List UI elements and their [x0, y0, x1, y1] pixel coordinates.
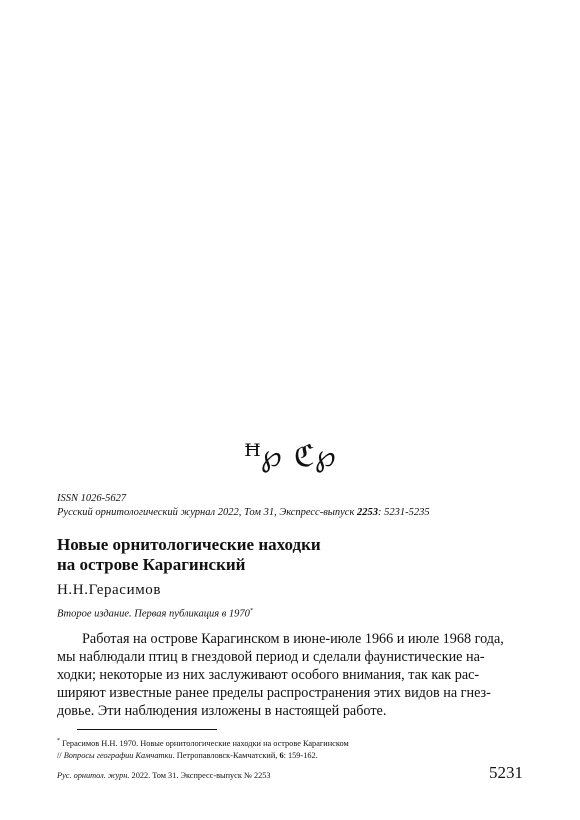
page-number: 5231 — [489, 763, 523, 782]
body-line: ходки; некоторые из них заслуживают особого внимания, так как рас- — [57, 667, 480, 683]
article-title-line: на острове Карагинский — [57, 555, 246, 574]
footnote-line — [57, 735, 527, 750]
body-line: Работая на острове Карагинском в июне-июле 1966 и июле 1968 года, — [82, 631, 504, 647]
footer-details: 2022. Том 31. Экспресс-выпуск № 2253 — [129, 771, 271, 780]
footnote-line — [57, 750, 527, 762]
article-title — [57, 535, 527, 575]
body-line: довье. Эти наблюдения изложены в настоящей работе. — [57, 703, 387, 719]
edition-footnote-mark: * — [249, 608, 253, 614]
body-line: мы наблюдали птиц в гнездовой период и сделали фаунистические на- — [57, 649, 485, 665]
article-body — [57, 630, 524, 720]
footnote-place: . Петропавловск-Камчатский, — [172, 750, 280, 760]
journal-issue: 2253 — [357, 507, 378, 518]
footnote-mark: * — [57, 738, 60, 744]
footnote — [57, 735, 527, 762]
journal-citation-suffix: : 5231-5235 — [378, 507, 430, 518]
article-title-line: Новые орнитологические находки — [57, 535, 321, 554]
running-footer — [57, 770, 271, 782]
ornament-right-icon: ℭ℘ — [293, 439, 336, 474]
footnote-pages: : 159-162. — [283, 750, 318, 760]
ornament-divider — [0, 440, 580, 474]
article-author: Н.Н.Герасимов — [57, 582, 162, 598]
footnote-divider — [77, 729, 217, 730]
journal-citation-prefix: Русский орнитологический журнал 2022, Том 31, Экспресс-выпуск — [57, 507, 357, 518]
footnote-prefix: // — [57, 750, 64, 760]
issn: ISSN 1026-5627 — [57, 493, 127, 504]
edition-note — [57, 604, 253, 622]
footnote-volume: 6 — [279, 750, 284, 760]
journal-citation — [57, 506, 527, 520]
footnote-source: Вопросы географии Камчатки — [63, 750, 173, 760]
footnote-text: Герасимов Н.Н. 1970. Новые орнитологические находки на острове Карагинском — [60, 738, 349, 748]
ornament-left-icon: ꟸ℘ — [244, 439, 282, 474]
edition-text: Второе издание. Первая публикация в 1970 — [57, 608, 250, 620]
footer-journal-abbr: Рус. орнитол. журн. — [57, 771, 130, 780]
body-line: ширяют известные ранее пределы распространения этих видов на гнез- — [57, 685, 491, 701]
